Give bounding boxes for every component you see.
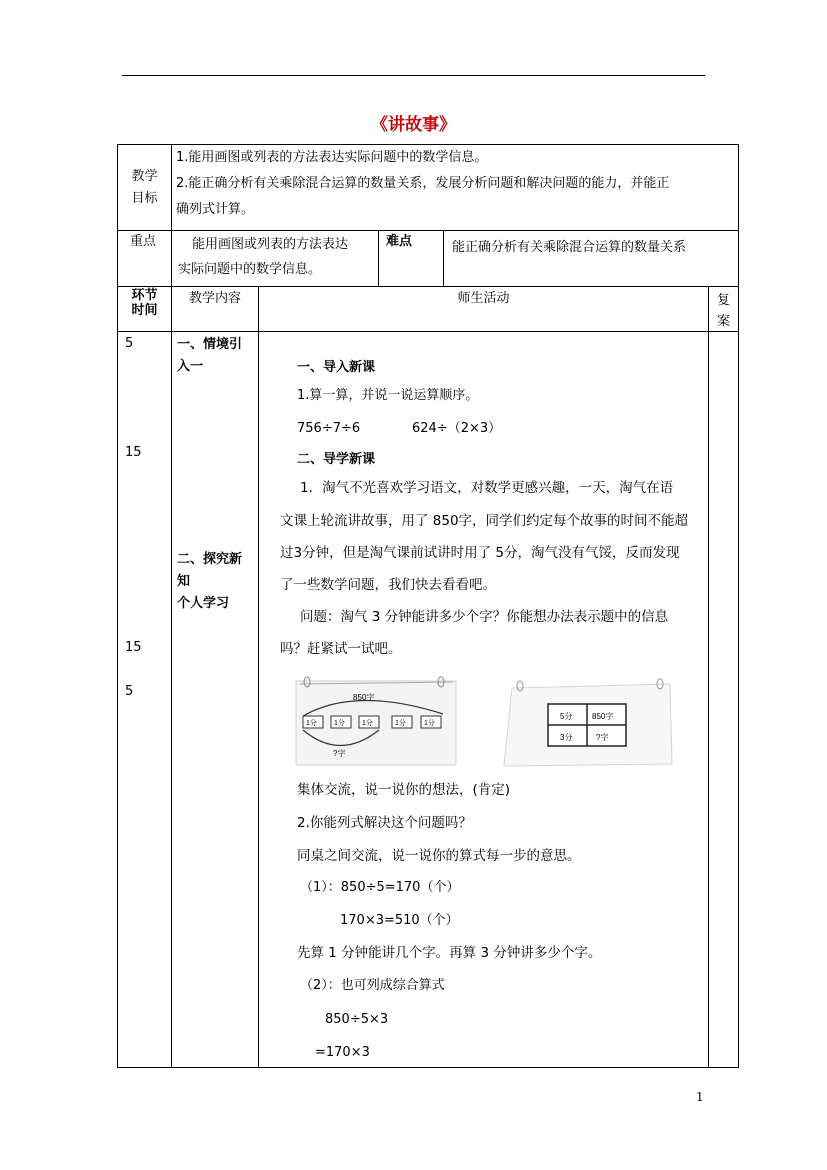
pair-discussion: 同桌之间交流，说一说你的算式每一步的意思。 [297,848,581,864]
question-line-2: 吗？赶紧试一试吧。 [280,641,402,657]
goal-label: 教学 目标 [131,169,158,206]
table-diagram-cell-1: 5分 [560,712,573,721]
line-diagram-total: 850字 [353,693,375,702]
line-diagram-box-2: 1分 [334,720,345,727]
key-text-1: 能用画图或列表的方法表达 [192,237,349,252]
goal-line-3: 确列式计算。 [176,202,255,217]
section-1-heading: 一、导入新课 [297,360,376,375]
time-3: 15 [125,640,142,655]
header-activity: 师生活动 [457,291,510,306]
method-2-step: =170×3 [315,1045,370,1060]
header-rule [122,75,705,76]
table-diagram-cell-2: 850字 [592,712,614,721]
time-1: 5 [125,336,134,351]
key-label: 重点 [130,234,157,249]
question-2: 2.你能列式解决这个问题吗？ [297,815,472,831]
content-part-2: 二、探究新 知 个人学习 [177,552,243,611]
time-4: 5 [125,684,134,699]
key-text-2: 实际问题中的数学信息。 [178,262,322,277]
story-line-4: 了一些数学问题，我们快去看看吧。 [280,577,496,593]
story-line-3: 过3分钟，但是淘气课前试讲时用了 5分，淘气没有气馁，反而发现 [280,545,680,561]
goal-line-1: 1.能用画图或列表的方法表达实际问题中的数学信息。 [176,150,488,165]
time-2: 15 [125,445,142,460]
share-text: 集体交流，说一说你的想法，(肯定) [297,782,511,798]
method-1-step-1: （1）：850÷5=170（个） [300,880,460,895]
line-diagram-box-5: 1分 [424,720,435,727]
difficulty-label: 难点 [386,234,413,249]
question-line-1: 问题：淘气 3 分钟能讲多少个字？你能想办法表示题中的信息 [300,609,669,625]
page-title: 《讲故事》 [371,115,456,135]
difficulty-text: 能正确分析有关乘除混合运算的数量关系 [452,240,687,255]
table-diagram-figure [500,678,675,770]
method-2-expression: 850÷5×3 [325,1012,389,1027]
header-content: 教学内容 [188,291,241,306]
method-2-heading: （2）：也可列成综合算式 [300,978,445,993]
story-line-2: 文课上轮流讲故事，用了 850字，同学们约定每个故事的时间不能超 [280,513,689,529]
table-diagram-cell-4: ?字 [596,733,609,742]
expression-1: 756÷7÷6 [297,421,361,436]
page-number: 1 [696,1090,704,1104]
header-stage-time: 环节 时间 [131,288,158,318]
line-diagram-figure [295,676,460,768]
goal-line-2: 2.能正确分析有关乘除混合运算的数量关系，发展分析问题和解决问题的能力，并能正 [176,176,670,191]
header-review: 复 案 [716,293,730,329]
line-diagram-box-1: 1分 [306,720,317,727]
expression-2: 624÷（2×3） [412,421,502,436]
section-2-heading: 二、导学新课 [297,452,376,467]
line-diagram-unknown: ?字 [333,749,346,758]
story-line-1: 1．淘气不光喜欢学习语文，对数学更感兴趣，一天，淘气在语 [300,480,674,496]
method-1-step-2: 170×3=510（个） [340,913,459,928]
explanation: 先算 1 分钟能讲几个字。再算 3 分钟讲多少个字。 [297,945,602,961]
table-diagram-cell-3: 3分 [560,733,573,742]
content-part-1: 一、情境引 入一 [177,337,243,374]
line-diagram-box-3: 1分 [362,720,373,727]
section-1-question: 1.算一算，并说一说运算顺序。 [297,388,479,403]
line-diagram-box-4: 1分 [395,720,406,727]
